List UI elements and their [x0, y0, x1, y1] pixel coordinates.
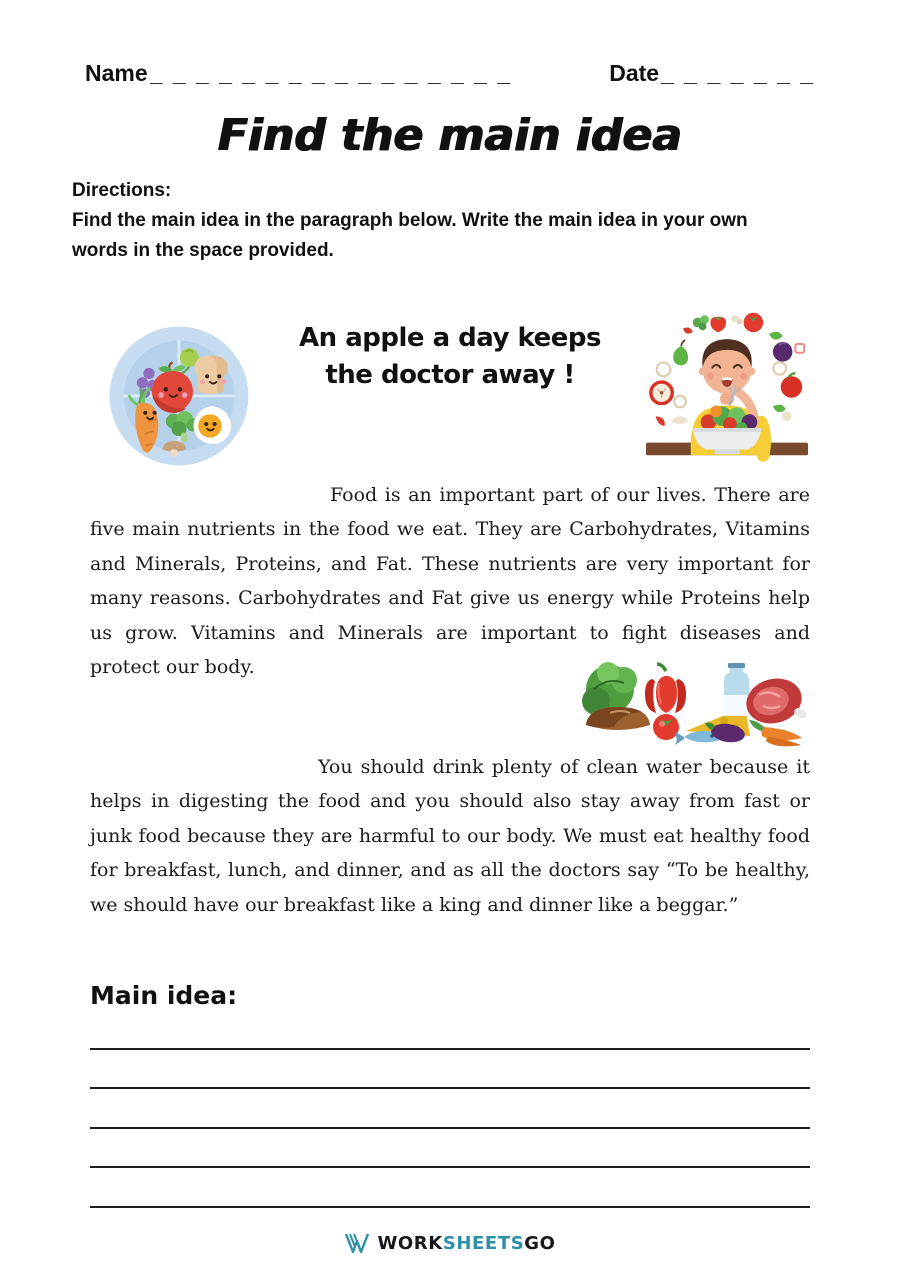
name-date-row [85, 60, 815, 87]
brand-name [377, 1233, 555, 1254]
answer-lines [90, 1010, 810, 1208]
passage-heading [280, 320, 620, 394]
directions-section [72, 176, 784, 266]
answer-line[interactable] [90, 1089, 810, 1129]
date-label: Date [609, 60, 660, 86]
footer-logo [0, 1232, 900, 1254]
main-idea-label: Main idea: [90, 981, 238, 1010]
answer-line[interactable] [90, 1010, 810, 1050]
directions-text: Find the main idea in the paragraph below. Write the main idea in your own words in the space provided. [72, 210, 748, 261]
brand-part-work: WORK [377, 1232, 443, 1254]
healthy-foods-illustration [578, 646, 808, 748]
directions-heading: Directions: [72, 180, 172, 201]
worksheetsgo-logo-icon [344, 1232, 370, 1254]
food-plate-illustration [104, 320, 254, 470]
passage-paragraph-2: You should drink plenty of clean water because it helps in digesting the food and you should also stay away from fast or junk food because they are harmful to our body. We must eat healthy food for breakfast, lunch, and dinner, and as all the doctors say “To be healthy, we should have our breakfast like a king and dinner like a beggar.” [90, 756, 810, 916]
passage-paragraph-1: Food is an important part of our lives. There are five main nutrients in the food we eat. They are Carbohydrates, Vitamins and Minerals, Proteins, and Fat. These nutrients are very important for many reasons. Carbohydrates and Fat give us energy while Proteins help us grow. Vitamins and Minerals are important to fight diseases and protect our body. [90, 484, 810, 679]
answer-line[interactable] [90, 1168, 810, 1208]
answer-line[interactable] [90, 1050, 810, 1090]
page-title: Find the main idea [217, 110, 683, 161]
brand-part-go: GO [524, 1232, 556, 1254]
brand-part-sheets: SHEETS [442, 1232, 525, 1254]
name-label: Name [85, 60, 148, 86]
name-blank-line[interactable]: _ _ _ _ _ _ _ _ _ _ _ _ _ _ _ _ [149, 60, 513, 86]
date-blank-line[interactable]: _ _ _ _ _ _ _ [661, 60, 815, 86]
answer-line[interactable] [90, 1129, 810, 1169]
passage-heading-line1: An apple a day keeps [299, 323, 601, 353]
man-eating-salad-illustration [644, 305, 810, 465]
passage-heading-line2: the doctor away ! [325, 360, 575, 390]
